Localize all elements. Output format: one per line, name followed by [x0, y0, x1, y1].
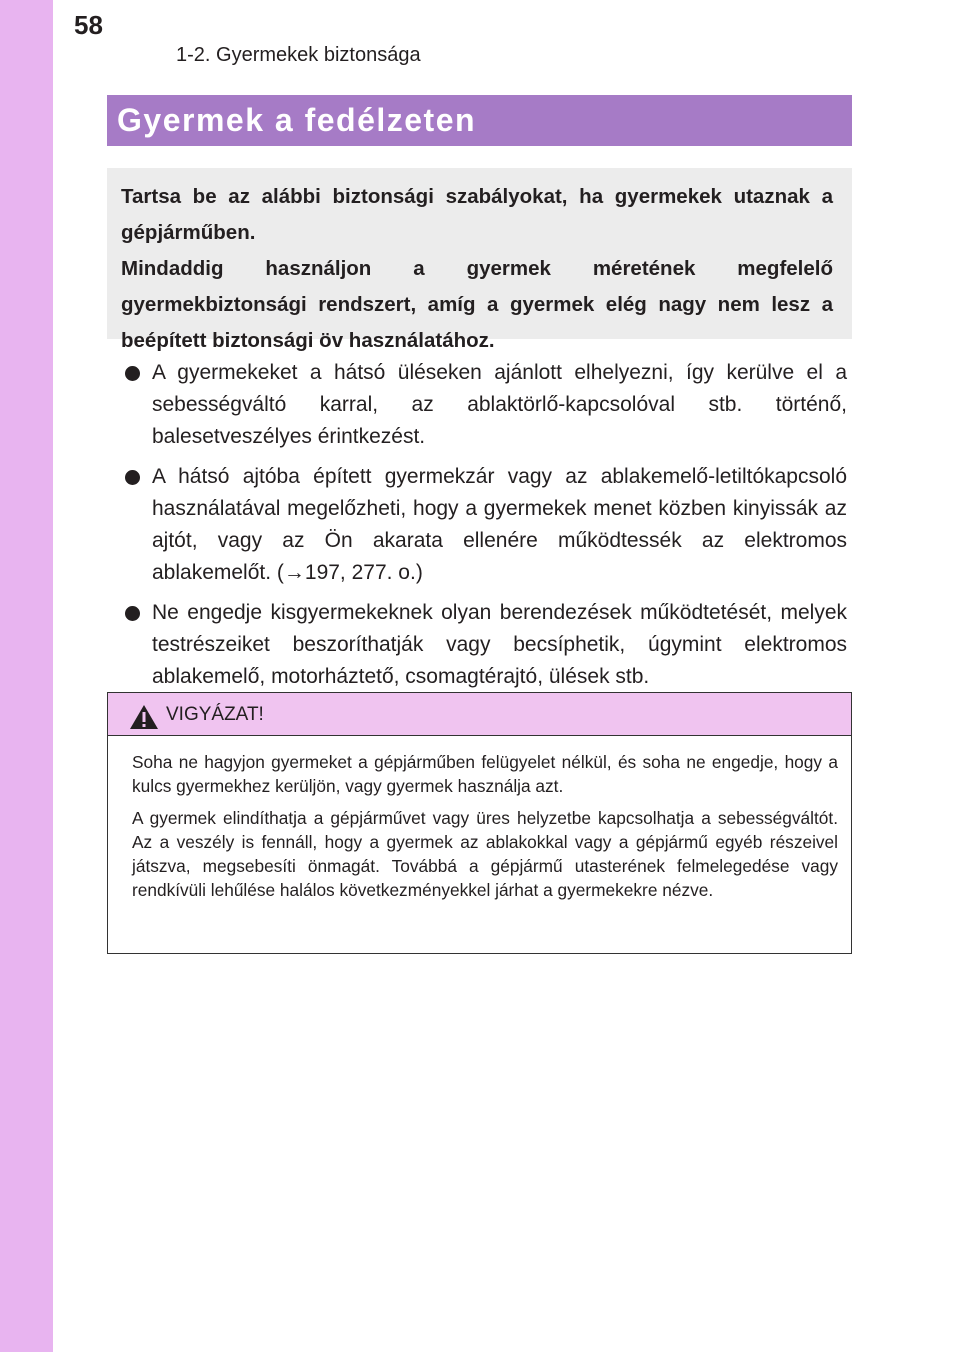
warning-label: VIGYÁZAT! — [166, 704, 264, 725]
bullet-text: A gyermekeket a hátsó üléseken ajánlott elhelyezni, így kerülve el a sebességváltó karral, az ablaktörlő-kapcsolóval stb. történő, balesetveszélyes érintkezést. — [152, 361, 847, 448]
section-title-bar — [107, 95, 852, 146]
intro-paragraph: Mindaddig használjon a gyermek méretének megfelelő gyermekbiztonsági rendszert, amíg a gyermek elég nagy nem lesz a beépített biztonsági öv használatához. — [121, 257, 833, 352]
intro-paragraph: Tartsa be az alábbi biztonsági szabályokat, ha gyermekek utaznak a gépjárműben. — [121, 185, 833, 244]
bullet-dot-icon — [125, 606, 140, 621]
intro-text — [121, 179, 833, 359]
bullet-list — [125, 357, 847, 701]
intro-box — [107, 168, 852, 352]
bullet-item — [125, 461, 847, 589]
warning-header — [108, 693, 851, 736]
warning-body — [132, 750, 838, 910]
bullet-dot-icon — [125, 366, 140, 381]
chapter-title: 1-2. Gyermekek biztonsága — [176, 44, 421, 66]
section-title: Gyermek a fedélzeten — [117, 102, 477, 138]
bullet-item — [125, 357, 847, 453]
chapter-sidebar-tab — [0, 0, 53, 1352]
warning-paragraph: A gyermek elindíthatja a gépjárművet vagy üres helyzetbe kapcsolhatja a sebességváltót. Az a veszély is fennáll, hogy a gyermek az ablakokkal vagy a gépjármű egyéb részeivel játszva, megsebesíti önmagát. Továbbá a gépjármű utasterének felmelegedése vagy rendkívüli lehűlése halálos következményekkel járhat a gyermekekre nézve. — [132, 808, 838, 900]
warning-paragraph: Soha ne hagyjon gyermeket a gépjárműben felügyelet nélkül, és soha ne engedje, hogy a kulcs gyermekhez kerüljön, vagy gyermek használja azt. — [132, 752, 838, 796]
bullet-item — [125, 597, 847, 693]
bullet-text: A hátsó ajtóba épített gyermekzár vagy az ablakemelő-letiltókapcsoló használatával megelőzheti, hogy a gyermekek menet közben kinyissák az ajtót, vagy az Ön akarata ellenére működtessék az elektromos ablakemelőt. (→197, 277. o.) — [152, 465, 847, 584]
bullet-text: Ne engedje kisgyermekeknek olyan berendezések működtetését, melyek testrészeiket beszoríthatják vagy becsíphetik, úgymint elektromos ablakemelő, motorháztető, csomagtérajtó, ülések stb. — [152, 601, 847, 688]
warning-triangle-icon — [129, 704, 159, 730]
page-number: 58 — [74, 10, 103, 40]
warning-box — [107, 692, 852, 954]
bullet-dot-icon — [125, 470, 140, 485]
